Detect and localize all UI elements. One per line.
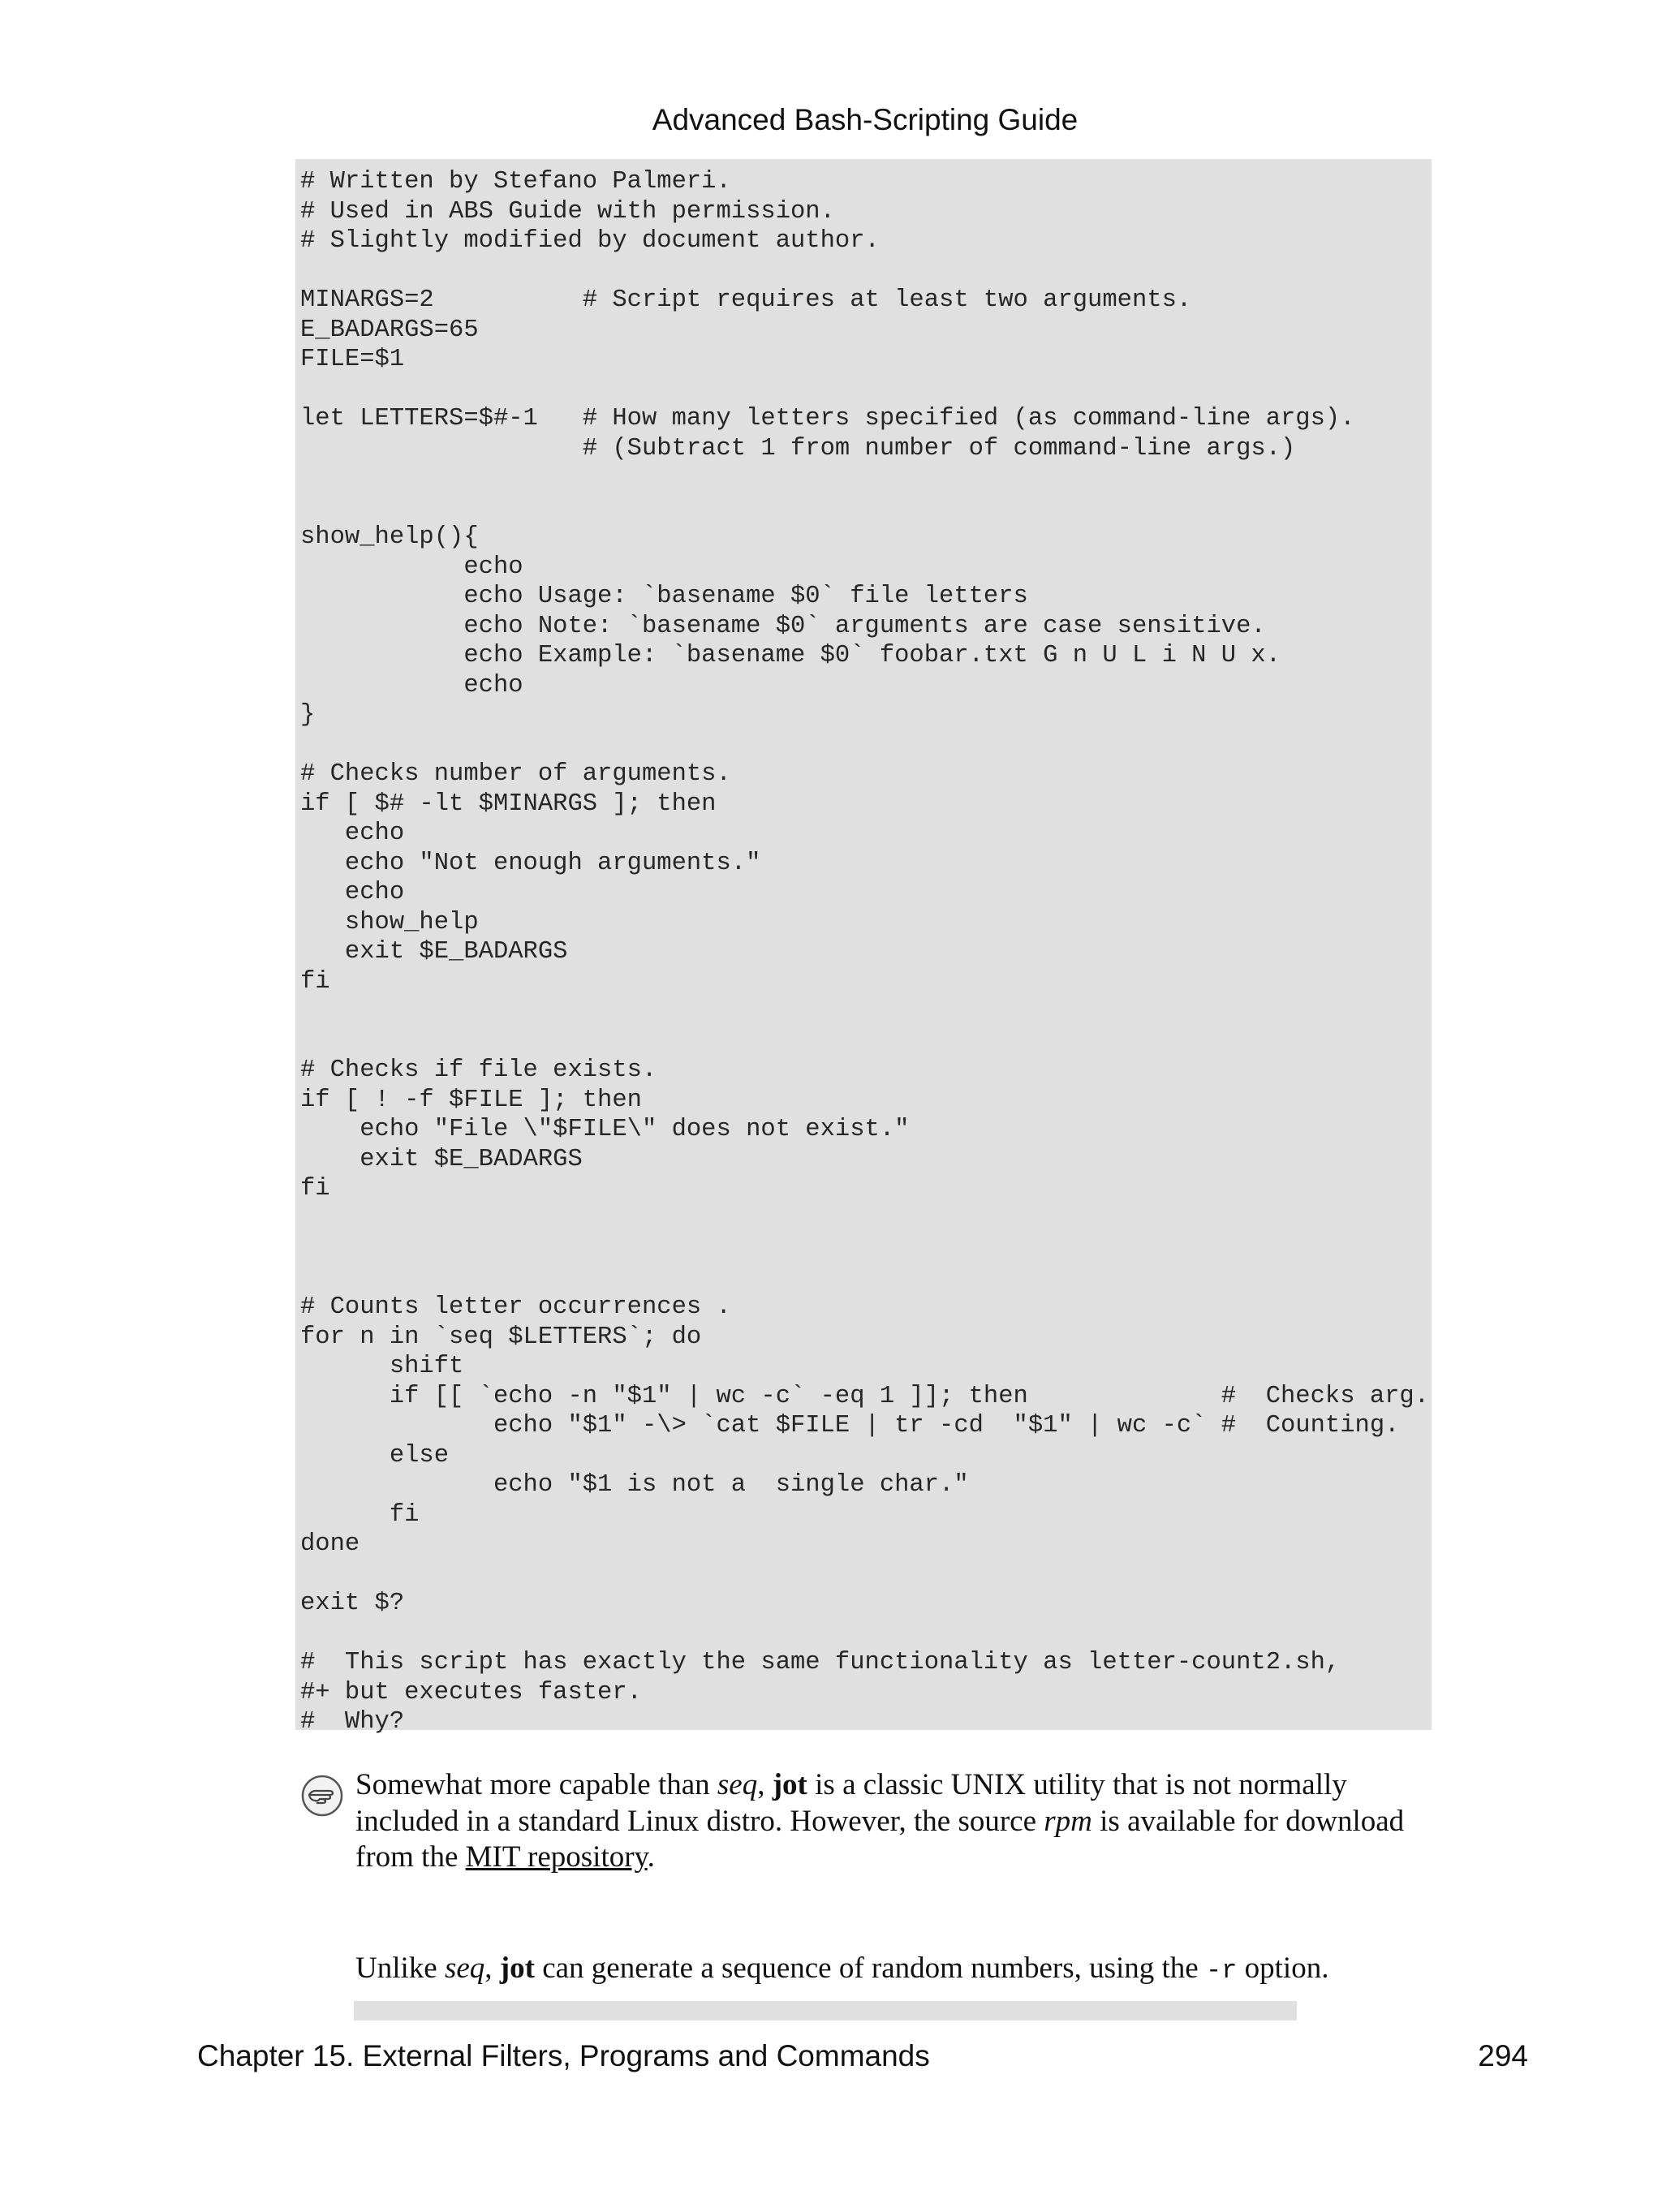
code-line: fi (300, 967, 330, 996)
code-line: echo (300, 553, 523, 581)
jot-paragraph: Unlike seq, jot can generate a sequence of random numbers, using the -r option. (355, 1952, 1329, 1986)
code-line: shift (300, 1353, 464, 1380)
code-line: echo Usage: `basename $0` file letters (300, 583, 1028, 610)
code-line: show_help (300, 908, 479, 936)
code-line: else (300, 1441, 450, 1470)
code-line: echo (300, 879, 405, 906)
code-line: # Checks number of arguments. (300, 760, 731, 788)
code-line: FILE=$1 (300, 346, 405, 373)
mit-repository-link[interactable]: MIT repository (465, 1840, 648, 1874)
code-line: for n in `seq $LETTERS`; do (300, 1323, 702, 1351)
code-line: # Used in ABS Guide with permission. (300, 197, 835, 226)
code-line: #+ but executes faster. (300, 1678, 642, 1706)
code-line: done (300, 1530, 360, 1558)
code-line: if [ ! -f $FILE ]; then (300, 1086, 642, 1114)
page-header: Advanced Bash-Scripting Guide (652, 103, 1079, 136)
code-line: # Written by Stefano Palmeri. (300, 168, 731, 196)
code-line: # Slightly modified by document author. (300, 227, 880, 255)
code-line: echo (300, 820, 405, 847)
code-line: echo "$1" -\> `cat $FILE | tr -cd "$1" | wc -c` # Counting. (300, 1412, 1400, 1440)
code-line: echo Note: `basename $0` arguments are case sensitive. (300, 612, 1266, 640)
footer-chapter: Chapter 15. External Filters, Programs and Commands (197, 2039, 930, 2072)
code-line: echo "$1 is not a single char." (300, 1471, 969, 1499)
code-block (295, 159, 1432, 1736)
code-line: } (300, 701, 316, 729)
code-line: fi (300, 1500, 420, 1529)
code-line: exit $? (300, 1590, 405, 1617)
code-line: # This script has exactly the same functionality as letter-count2.sh, (300, 1649, 1341, 1676)
code-line: echo "Not enough arguments." (300, 849, 761, 877)
code-line: exit $E_BADARGS (300, 938, 568, 966)
pointing-hand-note-icon (300, 1774, 344, 1818)
note-text: Somewhat more capable than seq, jot is a classic UNIX utility that is not normally included in a standard Linux distro. However, the source rpm is available for download from the MIT repository. (355, 1768, 1405, 1874)
code-line: echo Example: `basename $0` foobar.txt G n U L i N U x. (300, 642, 1281, 669)
page-footer (197, 2037, 1528, 2076)
code-line: if [ $# -lt $MINARGS ]; then (300, 790, 717, 818)
code-line: # (Subtract 1 from number of command-line args.) (300, 434, 1296, 463)
code-line: exit $E_BADARGS (300, 1145, 583, 1173)
code-line: show_help(){ (300, 523, 479, 551)
code-line: if [[ `echo -n "$1" | wc -c` -eq 1 ]]; then # Checks arg. (300, 1382, 1430, 1410)
code-line: # Checks if file exists. (300, 1057, 657, 1084)
code-line: MINARGS=2 # Script requires at least two arguments. (300, 286, 1192, 314)
code-line: let LETTERS=$#-1 # How many letters specified (as command-line args). (300, 405, 1355, 433)
code-line: echo "File \"$FILE\" does not exist." (300, 1116, 910, 1143)
code-line: fi (300, 1175, 330, 1203)
code-listing (300, 167, 1432, 1737)
code-line: # Why? (300, 1708, 405, 1736)
page-number: 294 (1478, 2039, 1528, 2072)
code-line: # Counts letter occurrences . (300, 1293, 731, 1321)
code-line: E_BADARGS=65 (300, 316, 479, 344)
code-block-start (354, 2001, 1297, 2020)
code-line: echo (300, 671, 523, 699)
